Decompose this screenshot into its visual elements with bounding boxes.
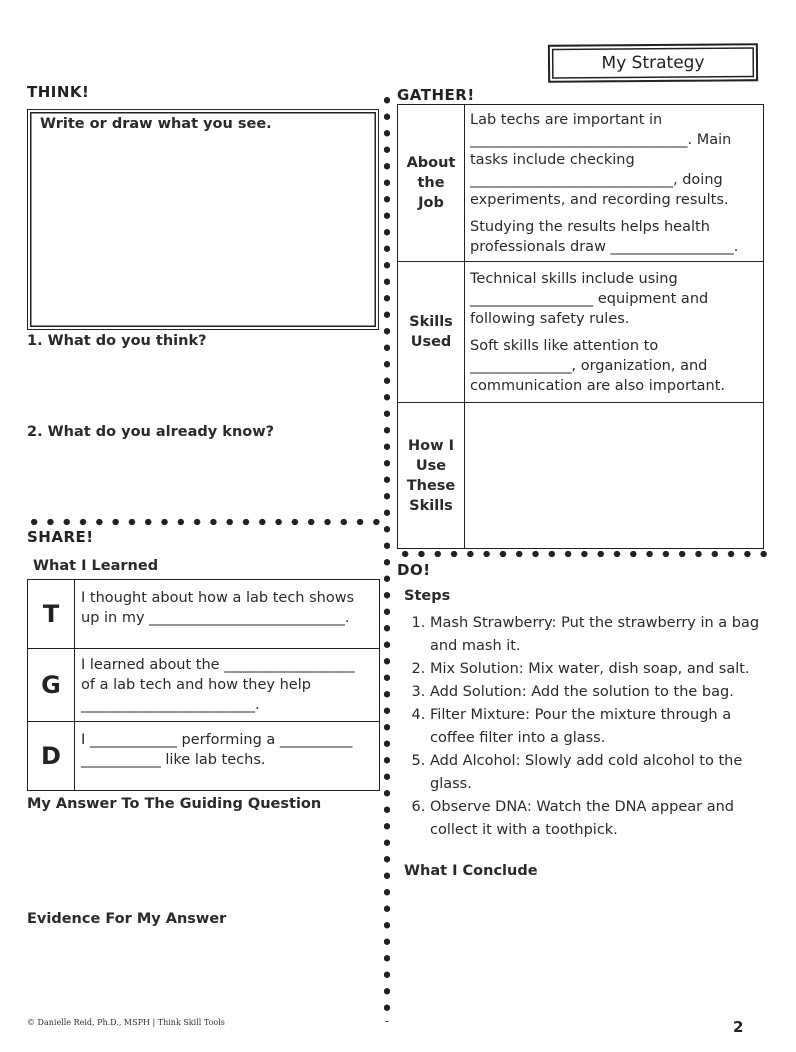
gather-paragraph: Lab techs are important in ______________________________. Main tasks include checking ____________________________, doing experiments, and recording results.	[470, 111, 732, 208]
tgd-row-d	[28, 722, 380, 791]
tgd-text[interactable]: I ____________ performing a __________ ___________ like lab techs.	[75, 722, 380, 791]
tgd-table	[27, 579, 380, 791]
step-item: 6. Observe DNA: Watch the DNA appear and collect it with a toothpick.	[430, 796, 780, 842]
tgd-letter-g: G	[28, 649, 75, 722]
gather-paragraph: Soft skills like attention to ______________, organization, and communication are also important.	[470, 337, 725, 394]
tgd-row-g	[28, 649, 380, 722]
guiding-question-answer-label: My Answer To The Guiding Question	[27, 796, 322, 812]
think-heading: THINK!	[27, 83, 90, 101]
gather-row-how-i-use-these-skills	[398, 403, 764, 549]
gather-label-text: Skills Used	[409, 314, 453, 350]
question-what-do-you-think: 1. What do you think?	[27, 333, 207, 349]
do-heading: DO!	[397, 561, 431, 579]
evidence-answer-area[interactable]	[27, 933, 377, 1013]
gather-paragraph: Studying the results helps health professionals draw _________________.	[470, 218, 739, 255]
gather-row-label	[398, 262, 465, 403]
tgd-text[interactable]: I learned about the __________________ of a lab tech and how they help ________________________.	[75, 649, 380, 722]
tgd-letter-t: T	[28, 580, 75, 649]
gather-row-about-the-job	[398, 105, 764, 262]
copyright-footer: © Danielle Reid, Ph.D., MSPH | Think Skill Tools	[27, 1018, 225, 1027]
gather-row-label	[398, 403, 465, 549]
my-strategy-badge: My Strategy	[548, 43, 758, 82]
tgd-text[interactable]: I thought about how a lab tech shows up in my ___________________________.	[75, 580, 380, 649]
gather-label-text: About the Job	[406, 155, 456, 211]
gather-row-label	[398, 105, 465, 262]
gather-row-skills-used	[398, 262, 764, 403]
what-i-conclude-label: What I Conclude	[404, 863, 538, 879]
gather-row-content[interactable]	[465, 105, 764, 262]
think-drawing-box[interactable]	[27, 109, 379, 330]
conclusion-answer-area[interactable]	[404, 886, 764, 1014]
step-item: 3. Add Solution: Add the solution to the bag.	[430, 681, 780, 704]
gather-heading: GATHER!	[397, 86, 475, 104]
step-item: 5. Add Alcohol: Slowly add cold alcohol to the glass.	[430, 750, 780, 796]
steps-label: Steps	[404, 588, 451, 604]
gather-table	[397, 104, 764, 549]
answer-area-already-know[interactable]	[27, 446, 377, 508]
step-item: 2. Mix Solution: Mix water, dish soap, and salt.	[430, 658, 780, 681]
tgd-row-t	[28, 580, 380, 649]
think-box-prompt: Write or draw what you see.	[40, 116, 272, 132]
share-dotted-divider	[26, 518, 384, 526]
gather-row-content[interactable]	[465, 262, 764, 403]
evidence-label: Evidence For My Answer	[27, 911, 227, 927]
do-dotted-divider	[397, 550, 767, 558]
tgd-letter-d: D	[28, 722, 75, 791]
gather-row-content-empty[interactable]	[465, 403, 764, 549]
share-heading: SHARE!	[27, 528, 94, 546]
step-item: 1. Mash Strawberry: Put the strawberry in a bag and mash it.	[430, 612, 780, 658]
answer-area-what-do-you-think[interactable]	[27, 355, 377, 415]
vertical-dotted-divider	[383, 92, 391, 1022]
gather-label-text: How I Use These Skills	[406, 437, 456, 514]
question-what-do-you-already-know: 2. What do you already know?	[27, 424, 275, 440]
page-number: 2	[733, 1018, 744, 1036]
what-i-learned-label: What I Learned	[33, 558, 159, 574]
gather-paragraph: Technical skills include using _________________ equipment and following safety rules.	[470, 270, 709, 327]
steps-list	[404, 612, 780, 842]
step-item: 4. Filter Mixture: Pour the mixture through a coffee filter into a glass.	[430, 704, 780, 750]
guiding-question-answer-area[interactable]	[27, 818, 377, 908]
